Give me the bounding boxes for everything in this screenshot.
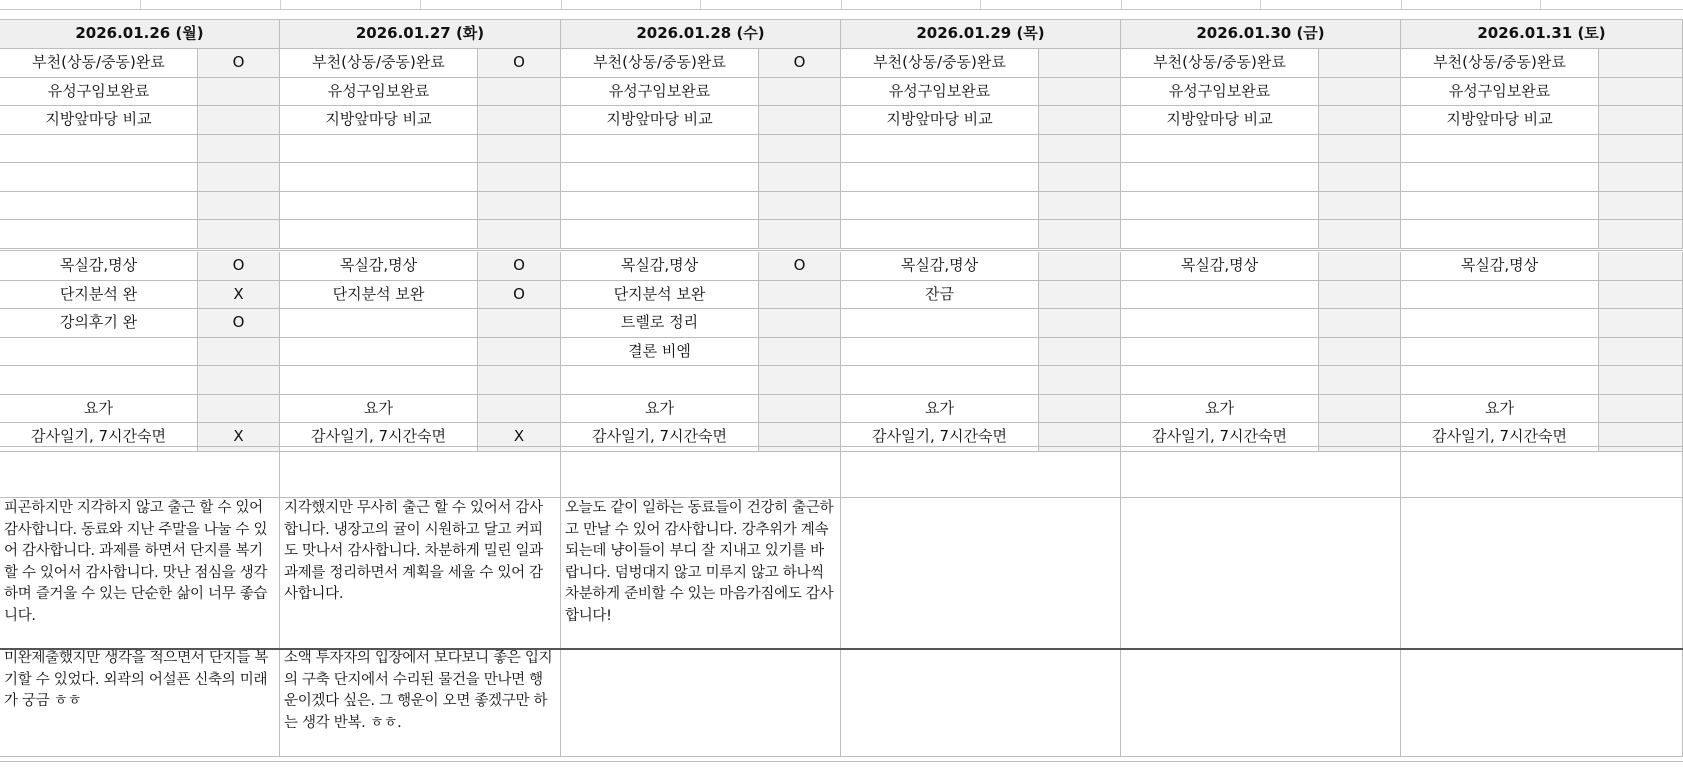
reflection-note[interactable] bbox=[841, 648, 1121, 756]
task-check-cell[interactable] bbox=[1599, 163, 1683, 192]
grid-tick bbox=[1260, 0, 1261, 9]
habit-check-cell[interactable]: O bbox=[478, 252, 561, 281]
habit-cell[interactable] bbox=[841, 366, 1039, 395]
habit-check-cell[interactable] bbox=[1039, 252, 1121, 281]
day-header: 2026.01.27 (화) bbox=[280, 20, 561, 49]
habit-cell[interactable]: 감사일기, 7시간숙면 bbox=[841, 423, 1039, 452]
task-check-cell[interactable] bbox=[478, 106, 561, 135]
task-check-cell[interactable] bbox=[1599, 192, 1683, 221]
task-check-cell[interactable] bbox=[198, 135, 280, 164]
task-check-cell[interactable] bbox=[1319, 49, 1401, 78]
task-cell[interactable]: 부천(상동/중동)완료 bbox=[841, 49, 1039, 78]
task-cell[interactable] bbox=[1401, 220, 1599, 249]
habit-cell[interactable]: 결론 비엠 bbox=[561, 338, 759, 367]
task-cell[interactable] bbox=[561, 192, 759, 221]
habit-check-cell[interactable] bbox=[1599, 281, 1683, 310]
habit-check-cell[interactable] bbox=[1599, 395, 1683, 424]
grid-tick bbox=[980, 0, 981, 9]
task-check-cell[interactable] bbox=[198, 78, 280, 107]
gratitude-note[interactable] bbox=[841, 498, 1121, 648]
habit-cell[interactable]: 요가 bbox=[841, 395, 1039, 424]
habit-cell[interactable] bbox=[0, 338, 198, 367]
task-cell[interactable]: 유성구임보완료 bbox=[1401, 78, 1599, 107]
habit-cell[interactable]: 목실감,명상 bbox=[1401, 252, 1599, 281]
task-check-cell[interactable] bbox=[478, 135, 561, 164]
habit-cell[interactable]: 목실감,명상 bbox=[841, 252, 1039, 281]
habit-check-cell[interactable] bbox=[1599, 366, 1683, 395]
habit-cell[interactable]: 감사일기, 7시간숙면 bbox=[0, 423, 198, 452]
habit-check-cell[interactable] bbox=[1039, 281, 1121, 310]
reflection-note[interactable] bbox=[1121, 648, 1401, 756]
task-cell[interactable] bbox=[841, 220, 1039, 249]
habit-cell[interactable]: 요가 bbox=[0, 395, 198, 424]
task-cell[interactable]: 부천(상동/중동)완료 bbox=[0, 49, 198, 78]
task-cell[interactable]: 지방앞마당 비교 bbox=[561, 106, 759, 135]
habit-check-cell[interactable]: O bbox=[759, 252, 841, 281]
previous-rows-strip bbox=[0, 0, 1683, 10]
habit-check-cell[interactable]: O bbox=[198, 309, 280, 338]
task-cell[interactable]: 유성구임보완료 bbox=[0, 78, 198, 107]
gratitude-note[interactable]: 지각했지만 무사히 출근 할 수 있어서 감사합니다. 냉장고의 귤이 시원하고 달고 커피도 맛나서 감사합니다. 차분하게 밀린 일과 과제를 정리하면서 계획을 세울 수 있어 감사합니다. bbox=[280, 498, 561, 648]
section-divider bbox=[0, 446, 1683, 447]
habit-check-cell[interactable] bbox=[478, 338, 561, 367]
task-check-cell[interactable]: O bbox=[759, 49, 841, 78]
habit-check-cell[interactable] bbox=[1319, 338, 1401, 367]
task-cell[interactable] bbox=[1121, 135, 1319, 164]
habit-cell[interactable]: 요가 bbox=[1401, 395, 1599, 424]
habit-check-cell[interactable] bbox=[1039, 338, 1121, 367]
habit-check-cell[interactable] bbox=[1039, 423, 1121, 452]
task-check-cell[interactable] bbox=[1319, 192, 1401, 221]
task-check-cell[interactable] bbox=[1039, 78, 1121, 107]
task-cell[interactable]: 지방앞마당 비교 bbox=[280, 106, 478, 135]
task-cell[interactable]: 유성구임보완료 bbox=[280, 78, 478, 107]
section-divider bbox=[0, 761, 1683, 762]
habit-cell[interactable]: 목실감,명상 bbox=[0, 252, 198, 281]
habit-check-cell[interactable] bbox=[1039, 395, 1121, 424]
habit-cell[interactable] bbox=[1121, 281, 1319, 310]
blank-cell[interactable] bbox=[280, 449, 561, 498]
habit-check-cell[interactable]: O bbox=[478, 281, 561, 310]
gratitude-note[interactable]: 피곤하지만 지각하지 않고 출근 할 수 있어 감사합니다. 동료와 지난 주말을 나눌 수 있어 감사합니다. 과제를 하면서 단지를 복기 할 수 있어서 감사합니다. 맛난 점심을 생각하며 즐거울 수 있는 단순한 삶이 너무 좋습니다. bbox=[0, 498, 280, 648]
habit-cell[interactable] bbox=[1401, 281, 1599, 310]
task-cell[interactable] bbox=[841, 163, 1039, 192]
day-header: 2026.01.30 (금) bbox=[1121, 20, 1401, 49]
habit-check-cell[interactable] bbox=[1319, 366, 1401, 395]
grid-tick bbox=[700, 0, 701, 9]
habit-check-cell[interactable] bbox=[759, 395, 841, 424]
reflection-note[interactable]: 소액 투자자의 입장에서 보다보니 좋은 입지의 구축 단지에서 수리된 물건을 만나면 행운이겠다 싶은. 그 행운이 오면 좋겠구만 하는 생각 반복. ㅎㅎ. bbox=[280, 648, 561, 756]
task-cell[interactable] bbox=[280, 192, 478, 221]
task-check-cell[interactable] bbox=[1039, 135, 1121, 164]
task-cell[interactable] bbox=[1121, 192, 1319, 221]
task-cell[interactable] bbox=[1401, 192, 1599, 221]
habit-check-cell[interactable] bbox=[759, 366, 841, 395]
habit-cell[interactable] bbox=[841, 309, 1039, 338]
task-cell[interactable]: 지방앞마당 비교 bbox=[1121, 106, 1319, 135]
habit-cell[interactable]: 단지분석 보완 bbox=[561, 281, 759, 310]
task-check-cell[interactable] bbox=[198, 106, 280, 135]
task-cell[interactable]: 지방앞마당 비교 bbox=[1401, 106, 1599, 135]
habit-check-cell[interactable]: X bbox=[198, 423, 280, 452]
task-check-cell[interactable] bbox=[1599, 49, 1683, 78]
habit-cell[interactable]: 요가 bbox=[280, 395, 478, 424]
task-cell[interactable]: 부천(상동/중동)완료 bbox=[280, 49, 478, 78]
habit-cell[interactable]: 감사일기, 7시간숙면 bbox=[1121, 423, 1319, 452]
task-check-cell[interactable] bbox=[198, 192, 280, 221]
task-check-cell[interactable] bbox=[1319, 220, 1401, 249]
grid-tick bbox=[420, 0, 421, 9]
task-cell[interactable] bbox=[841, 135, 1039, 164]
habit-cell[interactable] bbox=[1121, 366, 1319, 395]
reflection-note[interactable]: 미완제출했지만 생각을 적으면서 단지들 복기할 수 있었다. 외곽의 어설픈 신축의 미래가 궁금 ㅎㅎ bbox=[0, 648, 280, 756]
habit-cell[interactable] bbox=[0, 366, 198, 395]
task-check-cell[interactable] bbox=[759, 135, 841, 164]
habit-cell[interactable]: 감사일기, 7시간숙면 bbox=[561, 423, 759, 452]
task-check-cell[interactable] bbox=[198, 220, 280, 249]
grid-tick bbox=[280, 0, 281, 9]
habit-check-cell[interactable] bbox=[1599, 252, 1683, 281]
habit-cell[interactable]: 감사일기, 7시간숙면 bbox=[1401, 423, 1599, 452]
task-check-cell[interactable] bbox=[1599, 106, 1683, 135]
habit-check-cell[interactable] bbox=[759, 338, 841, 367]
task-cell[interactable]: 유성구임보완료 bbox=[1121, 78, 1319, 107]
task-check-cell[interactable] bbox=[1039, 192, 1121, 221]
habit-cell[interactable] bbox=[280, 366, 478, 395]
habit-cell[interactable]: 강의후기 완 bbox=[0, 309, 198, 338]
habit-check-cell[interactable] bbox=[759, 281, 841, 310]
task-check-cell[interactable] bbox=[1039, 220, 1121, 249]
task-check-cell[interactable] bbox=[1319, 135, 1401, 164]
task-cell[interactable] bbox=[841, 192, 1039, 221]
habit-check-cell[interactable]: X bbox=[198, 281, 280, 310]
habit-check-cell[interactable]: O bbox=[198, 252, 280, 281]
habit-check-cell[interactable] bbox=[1319, 423, 1401, 452]
habit-check-cell[interactable] bbox=[1599, 423, 1683, 452]
gratitude-note[interactable]: 오늘도 같이 일하는 동료들이 건강히 출근하고 만날 수 있어 감사합니다. 강추위가 계속 되는데 냥이들이 부디 잘 지내고 있기를 바랍니다. 덤벙대지 않고 미루지 않고 하나씩 차분하게 준비할 수 있는 마음가짐에도 감사합니다! bbox=[561, 498, 841, 648]
task-cell[interactable] bbox=[280, 135, 478, 164]
task-cell[interactable]: 부천(상동/중동)완료 bbox=[561, 49, 759, 78]
task-cell[interactable]: 부천(상동/중동)완료 bbox=[1401, 49, 1599, 78]
task-check-cell[interactable] bbox=[478, 163, 561, 192]
habit-check-cell[interactable] bbox=[478, 309, 561, 338]
grid-tick bbox=[1540, 0, 1541, 9]
habit-cell[interactable]: 목실감,명상 bbox=[280, 252, 478, 281]
blank-cell[interactable] bbox=[1401, 449, 1683, 498]
habit-cell[interactable] bbox=[280, 309, 478, 338]
habit-cell[interactable]: 목실감,명상 bbox=[1121, 252, 1319, 281]
habit-cell[interactable]: 목실감,명상 bbox=[561, 252, 759, 281]
task-cell[interactable] bbox=[1401, 163, 1599, 192]
task-cell[interactable] bbox=[561, 163, 759, 192]
habit-cell[interactable]: 잔금 bbox=[841, 281, 1039, 310]
grid-tick bbox=[1121, 0, 1122, 9]
task-check-cell[interactable] bbox=[1599, 220, 1683, 249]
habit-cell[interactable] bbox=[1401, 309, 1599, 338]
reflection-note[interactable] bbox=[561, 648, 841, 756]
task-cell[interactable] bbox=[0, 163, 198, 192]
task-check-cell[interactable] bbox=[759, 192, 841, 221]
grid-tick bbox=[1401, 0, 1402, 9]
task-check-cell[interactable] bbox=[478, 220, 561, 249]
task-cell[interactable] bbox=[0, 220, 198, 249]
task-cell[interactable] bbox=[1121, 163, 1319, 192]
habit-check-cell[interactable] bbox=[1039, 309, 1121, 338]
habit-check-cell[interactable] bbox=[1319, 395, 1401, 424]
task-check-cell[interactable] bbox=[1039, 163, 1121, 192]
task-check-cell[interactable] bbox=[759, 78, 841, 107]
task-check-cell[interactable] bbox=[1599, 135, 1683, 164]
habit-check-cell[interactable] bbox=[1599, 309, 1683, 338]
section-divider bbox=[0, 250, 1683, 251]
task-cell[interactable] bbox=[1401, 135, 1599, 164]
task-check-cell[interactable] bbox=[1599, 78, 1683, 107]
habit-check-cell[interactable] bbox=[759, 309, 841, 338]
task-cell[interactable] bbox=[0, 135, 198, 164]
blank-cell[interactable] bbox=[1121, 449, 1401, 498]
task-cell[interactable]: 부천(상동/중동)완료 bbox=[1121, 49, 1319, 78]
habit-cell[interactable]: 단지분석 보완 bbox=[280, 281, 478, 310]
habit-check-cell[interactable] bbox=[759, 423, 841, 452]
gratitude-note[interactable] bbox=[1121, 498, 1401, 648]
day-header: 2026.01.26 (월) bbox=[0, 20, 280, 49]
reflection-note[interactable] bbox=[1401, 648, 1683, 756]
task-check-cell[interactable] bbox=[759, 106, 841, 135]
task-check-cell[interactable] bbox=[759, 163, 841, 192]
section-divider-bold bbox=[0, 648, 1683, 650]
task-cell[interactable] bbox=[0, 192, 198, 221]
day-header: 2026.01.29 (목) bbox=[841, 20, 1121, 49]
habit-cell[interactable] bbox=[1121, 338, 1319, 367]
habit-check-cell[interactable] bbox=[198, 338, 280, 367]
task-check-cell[interactable] bbox=[1319, 163, 1401, 192]
task-check-cell[interactable] bbox=[1319, 106, 1401, 135]
blank-cell[interactable] bbox=[0, 449, 280, 498]
habit-cell[interactable]: 요가 bbox=[1121, 395, 1319, 424]
habit-check-cell[interactable] bbox=[1319, 252, 1401, 281]
habit-check-cell[interactable] bbox=[478, 395, 561, 424]
habit-check-cell[interactable] bbox=[198, 395, 280, 424]
habit-check-cell[interactable] bbox=[198, 366, 280, 395]
habit-check-cell[interactable] bbox=[478, 366, 561, 395]
habit-check-cell[interactable] bbox=[1319, 309, 1401, 338]
grid-tick bbox=[561, 0, 562, 9]
habit-cell[interactable] bbox=[1121, 309, 1319, 338]
habit-check-cell[interactable] bbox=[1599, 338, 1683, 367]
habit-cell[interactable]: 감사일기, 7시간숙면 bbox=[280, 423, 478, 452]
section-divider bbox=[0, 756, 1683, 757]
task-check-cell[interactable] bbox=[1039, 106, 1121, 135]
habit-cell[interactable] bbox=[1401, 366, 1599, 395]
task-cell[interactable] bbox=[280, 220, 478, 249]
task-cell[interactable]: 지방앞마당 비교 bbox=[0, 106, 198, 135]
task-check-cell[interactable]: O bbox=[478, 49, 561, 78]
day-header: 2026.01.28 (수) bbox=[561, 20, 841, 49]
blank-cell[interactable] bbox=[561, 449, 841, 498]
blank-cell[interactable] bbox=[841, 449, 1121, 498]
task-check-cell[interactable] bbox=[1319, 78, 1401, 107]
gratitude-note[interactable] bbox=[1401, 498, 1683, 648]
task-check-cell[interactable] bbox=[478, 78, 561, 107]
task-cell[interactable] bbox=[280, 163, 478, 192]
habit-cell[interactable] bbox=[280, 338, 478, 367]
habit-cell[interactable]: 트렐로 정리 bbox=[561, 309, 759, 338]
task-cell[interactable] bbox=[561, 220, 759, 249]
task-check-cell[interactable] bbox=[759, 220, 841, 249]
task-cell[interactable]: 유성구임보완료 bbox=[841, 78, 1039, 107]
habit-cell[interactable]: 요가 bbox=[561, 395, 759, 424]
habit-cell[interactable] bbox=[561, 366, 759, 395]
grid-tick bbox=[140, 0, 141, 9]
task-cell[interactable] bbox=[561, 135, 759, 164]
grid-tick bbox=[841, 0, 842, 9]
habit-cell[interactable] bbox=[841, 338, 1039, 367]
task-check-cell[interactable] bbox=[478, 192, 561, 221]
section-divider bbox=[0, 497, 1683, 498]
task-cell[interactable] bbox=[1121, 220, 1319, 249]
task-check-cell[interactable] bbox=[198, 163, 280, 192]
habit-check-cell[interactable]: X bbox=[478, 423, 561, 452]
habit-check-cell[interactable] bbox=[1319, 281, 1401, 310]
task-check-cell[interactable] bbox=[1039, 49, 1121, 78]
section-divider bbox=[0, 19, 1683, 20]
habit-cell[interactable]: 단지분석 완 bbox=[0, 281, 198, 310]
task-check-cell[interactable]: O bbox=[198, 49, 280, 78]
task-cell[interactable]: 유성구임보완료 bbox=[561, 78, 759, 107]
day-header: 2026.01.31 (토) bbox=[1401, 20, 1683, 49]
task-cell[interactable]: 지방앞마당 비교 bbox=[841, 106, 1039, 135]
habit-cell[interactable] bbox=[1401, 338, 1599, 367]
habit-check-cell[interactable] bbox=[1039, 366, 1121, 395]
